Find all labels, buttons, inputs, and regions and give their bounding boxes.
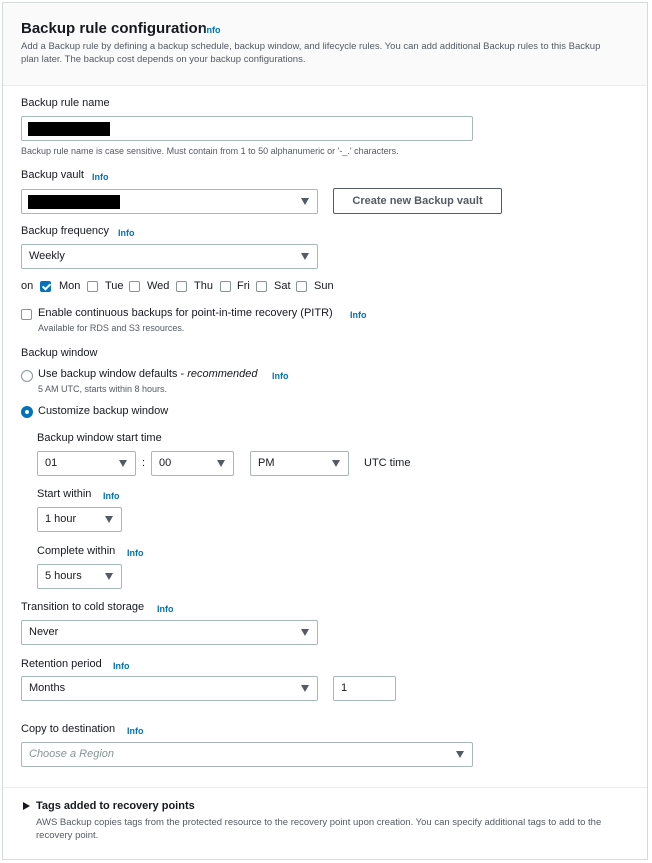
tags-description [36,816,636,842]
copy-info-link[interactable]: Info [127,726,144,736]
region-placeholder: Choose a Region [29,748,115,760]
day-sat-label: Sat [274,280,291,292]
window-default-radio[interactable] [21,370,33,382]
footer-divider [3,787,647,788]
day-mon-checkbox[interactable] [40,281,51,292]
day-sat-checkbox[interactable] [256,281,267,292]
hour-value: 01 [45,457,58,469]
chevron-down-icon [301,685,309,692]
retention-amount-input[interactable] [333,676,396,701]
day-sun-label: Sun [314,280,334,292]
retention-unit-value: Months [29,682,66,694]
chevron-down-icon [119,460,127,467]
window-custom-radio[interactable] [21,406,33,418]
rule-name-hint: Backup rule name is case sensitive. Must contain from 1 to 50 alphanumeric or '-_.' characters. [21,146,399,156]
caret-right-icon[interactable] [23,802,30,810]
day-sun-checkbox[interactable] [296,281,307,292]
start-within-value: 1 hour [45,513,77,525]
day-thu-label: Thu [194,280,213,292]
header-info-link[interactable]: Info [204,25,221,35]
pitr-checkbox[interactable] [21,309,32,320]
chevron-down-icon [105,516,113,523]
retention-info-link[interactable]: Info [113,661,130,671]
frequency-info-link[interactable]: Info [118,228,135,238]
day-wed-label: Wed [147,280,170,292]
chevron-down-icon [301,629,309,636]
vault-info-link[interactable]: Info [92,172,109,182]
complete-within-info-link[interactable]: Info [127,548,144,558]
cold-storage-label: Transition to cold storage [21,601,145,613]
day-tue-checkbox[interactable] [87,281,98,292]
start-time-label: Backup window start time [37,432,162,444]
backup-rule-panel [2,2,648,860]
redacted-rule-name [28,122,110,136]
window-default-hint: 5 AM UTC, starts within 8 hours. [38,384,168,394]
day-fri-checkbox[interactable] [220,281,231,292]
cold-storage-value: Never [29,626,59,638]
pitr-label: Enable continuous backups for point-in-time recovery (PITR) [38,307,333,319]
minute-select[interactable] [151,451,234,476]
chevron-down-icon [332,460,340,467]
on-label: on [21,280,34,292]
timezone-label: UTC time [364,457,411,469]
day-mon-label: Mon [59,280,81,292]
chevron-down-icon [456,751,464,758]
header-description-line1: Add a Backup rule by defining a backup schedule, backup window, and lifecycle rules. You can add additional Backup rules to this Backup [21,41,601,52]
complete-within-value: 5 hours [45,570,82,582]
panel-title: Backup rule configuration [21,20,207,37]
window-default-prefix: Use backup window defaults - [38,368,188,380]
rule-name-label: Backup rule name [21,97,110,109]
redacted-vault-name [28,195,120,209]
frequency-value: Weekly [29,250,65,262]
frequency-select[interactable] [21,244,318,269]
complete-within-label: Complete within [37,545,116,557]
complete-within-select[interactable] [37,564,122,589]
start-within-label: Start within [37,488,92,500]
panel-header [3,3,647,86]
copy-label: Copy to destination [21,723,116,735]
ampm-select[interactable] [250,451,349,476]
tags-expander-title[interactable]: Tags added to recovery points [36,800,195,812]
cold-storage-info-link[interactable]: Info [157,604,174,614]
vault-label: Backup vault [21,169,84,181]
window-label: Backup window [21,347,98,359]
chevron-down-icon [217,460,225,467]
day-tue-label: Tue [105,280,124,292]
start-within-info-link[interactable]: Info [103,491,120,501]
day-fri-label: Fri [237,280,250,292]
ampm-value: PM [258,457,275,469]
window-default-label [38,368,258,380]
hour-select[interactable] [37,451,136,476]
create-vault-button[interactable]: Create new Backup vault [333,188,502,214]
window-default-info-link[interactable]: Info [272,371,289,381]
header-description-line2: plan later. The backup cost depends on your backup configurations. [21,54,306,65]
window-default-emphasis: recommended [187,368,258,380]
window-custom-label: Customize backup window [38,405,169,417]
header-description [21,40,641,66]
tags-description-line2: recovery point. [36,830,99,841]
frequency-label: Backup frequency [21,225,110,237]
region-select[interactable] [21,742,473,767]
pitr-info-link[interactable]: Info [350,310,367,320]
chevron-down-icon [301,198,309,205]
retention-unit-select[interactable] [21,676,318,701]
chevron-down-icon [105,573,113,580]
cold-storage-select[interactable] [21,620,318,645]
start-within-select[interactable] [37,507,122,532]
time-separator: : [142,457,146,469]
retention-amount-value: 1 [341,682,348,694]
day-thu-checkbox[interactable] [176,281,187,292]
tags-description-line1: AWS Backup copies tags from the protected resource to the recovery point upon creation. You can specify additional tags to add to the [36,817,602,828]
minute-value: 00 [159,457,172,469]
retention-label: Retention period [21,658,102,670]
day-wed-checkbox[interactable] [129,281,140,292]
chevron-down-icon [301,253,309,260]
pitr-hint: Available for RDS and S3 resources. [38,323,185,333]
